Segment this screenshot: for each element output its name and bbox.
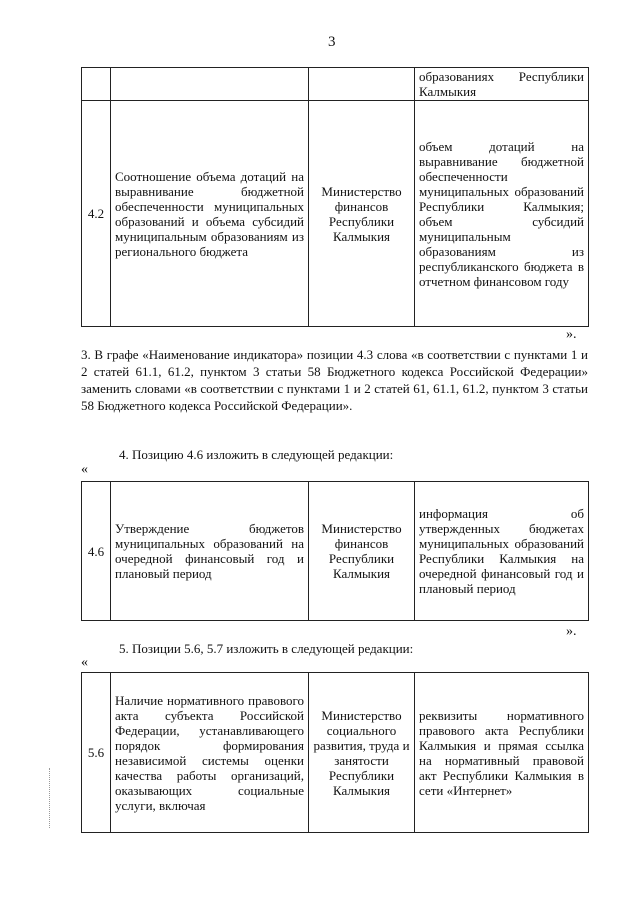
row-number: 4.6 (82, 482, 111, 621)
indicator-table-2 (81, 481, 589, 621)
indicator-name: Утверждение бюджетов муниципальных образований на очередной финансовый год и плановый период (111, 482, 309, 621)
responsible-agency (309, 68, 415, 101)
indicator-name (111, 68, 309, 101)
table-row (82, 482, 589, 621)
paragraph-5: 5. Позиции 5.6, 5.7 изложить в следующей редакции: (119, 641, 414, 656)
source-info: информация об утвержденных бюджетах муниципальных образований Республики Калмыкия на очередной финансовый год и плановый период (415, 482, 589, 621)
responsible-agency: Министерство социального развития, труда и занятости Республики Калмыкия (309, 673, 415, 833)
row-number: 5.6 (82, 673, 111, 833)
page-number: 3 (328, 34, 336, 50)
responsible-agency: Министерство финансов Республики Калмыкия (309, 101, 415, 327)
closing-quote: ». (566, 624, 577, 639)
row-number (82, 68, 111, 101)
table-row (82, 101, 589, 327)
indicator-table-1 (81, 67, 589, 327)
opening-quote: « (81, 655, 88, 670)
source-info: образованиях Республики Калмыкия (415, 68, 589, 101)
paragraph-4: 4. Позицию 4.6 изложить в следующей редакции: (119, 447, 394, 462)
paragraph-3: 3. В графе «Наименование индикатора» позиции 4.3 слова «в соответствии с пунктами 1 и 2 статей 61.1, 61.2, пунктом 3 статьи 58 Бюджетного кодекса Российской Федерации» заменить словами «в соответствии с пунктами 1 и 2 статей 61, 61.1, 61.2, пунктом 3 статьи 58 Бюджетного кодекса Российской Федерации». (81, 347, 588, 413)
row-number: 4.2 (82, 101, 111, 327)
scan-margin-mark (49, 768, 51, 828)
source-info: объем дотаций на выравнивание бюджетной обеспеченности муниципальных образований Республики Калмыкия; объем субсидий муниципальным образованиям из республиканского бюджета в отчетном финансовом году (415, 101, 589, 327)
indicator-table-3 (81, 672, 589, 833)
table-row (82, 673, 589, 833)
source-info: реквизиты нормативного правового акта Республики Калмыкия и прямая ссылка на нормативный правовой акт Республики Калмыкия в сети «Интернет» (415, 673, 589, 833)
indicator-name: Соотношение объема дотаций на выравнивание бюджетной обеспеченности муниципальных образований и объема субсидий муниципальным образованиям из регионального бюджета (111, 101, 309, 327)
responsible-agency: Министерство финансов Республики Калмыкия (309, 482, 415, 621)
opening-quote: « (81, 462, 88, 477)
table-row (82, 68, 589, 101)
indicator-name: Наличие нормативного правового акта субъекта Российской Федерации, устанавливающего порядок формирования независимой системы оценки качества работы организаций, оказывающих социальные услуги, включая (111, 673, 309, 833)
closing-quote: ». (566, 327, 577, 342)
